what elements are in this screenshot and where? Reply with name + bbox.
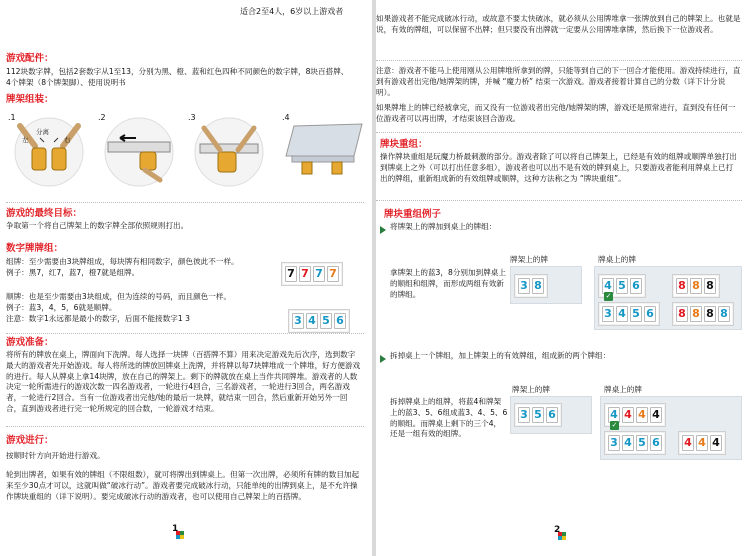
number-tile: 4 (306, 313, 318, 329)
components-text: 112块数字牌，包括2套数字从1至13，分别为黑、橙、蓝和红色四种不同颜色的数字牌，8块百搭牌、4个牌架（8个牌架脚）、使用说明书 (6, 67, 349, 87)
number-tile: 7 (299, 266, 311, 282)
group-example: 例子：黑7，红7，蓝7，橙7就是组牌。 (6, 268, 140, 277)
example-1-title: 将牌架上的牌加到桌上的牌组： (390, 222, 497, 231)
page-number: 1 (172, 524, 179, 534)
no-meld-text: 如果游戏者不能完成破冰行动，或故意不要太快破冰，就必须从公用牌堆拿一张牌放到自己的牌架上。也就是说，有效的牌组，可以保留不出牌；但只要没有出牌就一定要从公用牌堆拿牌，然后换下一位游戏者。 (376, 14, 741, 34)
number-tile: 4 (608, 407, 620, 423)
number-tile: 4 (602, 278, 614, 294)
number-tile: 8 (690, 278, 702, 294)
run-rule: 顺牌：也是至少需要由3块组成，但为连续的号码，而且颜色一样。 (6, 292, 232, 301)
number-tile: 4 (622, 407, 634, 423)
number-tile: 6 (546, 407, 558, 423)
left-page (0, 0, 372, 556)
number-tile: 4 (636, 407, 648, 423)
left-label: 左 (22, 136, 29, 144)
example-1-result-group (672, 302, 734, 326)
page-number: 2 (554, 525, 561, 535)
empty-pool-text: 如果牌堆上的牌已经被拿完，而又没有一位游戏者出完他/她牌架的牌，游戏还是照常进行，直到没有任何一位游戏者可以再出牌，才结束该回合游戏。 (376, 103, 736, 123)
number-tile: 6 (334, 313, 346, 329)
number-tile: 7 (285, 266, 297, 282)
right-page (376, 0, 750, 556)
run-note: 注意：数字1永远都是最小的数字，后面不能接数字1 3 (6, 314, 190, 323)
number-tile: 4 (650, 407, 662, 423)
play-text-2: 轮到出牌者，如果有效的牌组（不限组数），就可将牌出到牌桌上。但第一次出牌，必须所有牌的数目加起来至少30点才可以，这就叫做“破冰行动”。游戏者要完成破冰行动，只能单纯的出牌到桌上，是不允许操作牌块重组的（详下说明）。要完成破冰行动的游戏者，也可以使用自己牌架上的百搭牌。 (6, 470, 360, 501)
bullet-arrow-icon (380, 355, 386, 363)
example-2-text: 拆掉牌桌上的组牌，将蓝4和牌架上的蓝3、5、6组成蓝3、4、5、6的顺组。而牌桌上剩下的三个4，还是一组有效的组牌。 (390, 397, 508, 439)
play-text-1: 按顺时针方向开始进行游戏。 (6, 451, 105, 460)
example-2-title: 拆掉桌上一个牌组，加上牌架上的有效牌组，组成新的两个牌组： (390, 351, 611, 360)
assembly-heading: 牌架组装： (6, 94, 54, 105)
number-tile: 5 (636, 435, 648, 451)
number-tile: 7 (313, 266, 325, 282)
number-tile: 6 (644, 306, 656, 322)
number-tile: 8 (690, 306, 702, 322)
example-1-result-run (598, 302, 660, 326)
goal-heading: 游戏的最终目标： (6, 208, 83, 219)
number-tile: 5 (630, 306, 642, 322)
example-1-rack-label: 牌架上的牌 (510, 255, 548, 264)
number-tile: 6 (650, 435, 662, 451)
prep-heading: 游戏准备： (6, 337, 54, 348)
right-label: 右 (64, 136, 71, 144)
group-rule: 组牌：至少需要由3块牌组成，每块牌有相同数字，颜色彼此不一样。 (6, 257, 239, 266)
number-tile: 7 (327, 266, 339, 282)
number-tile: 8 (704, 278, 716, 294)
example-2-result-group (678, 431, 726, 455)
combos-heading: 数字牌牌组： (6, 243, 64, 254)
number-tile: 3 (292, 313, 304, 329)
check-icon: ✓ (605, 292, 612, 300)
number-tile: 8 (704, 306, 716, 322)
number-tile: 4 (710, 435, 722, 451)
example-1-rack-tiles (514, 274, 548, 298)
number-tile: 8 (718, 306, 730, 322)
group-example-tiles (281, 262, 343, 286)
run-example: 例子：蓝3，4，5，6就是顺牌。 (6, 303, 117, 312)
example-2-table-label: 牌桌上的牌 (604, 385, 642, 394)
example-1-text: 拿牌架上的蓝3，8分别加到牌桌上的顺组和组牌，而形成两组有效新的牌组。 (390, 268, 506, 299)
step-2-illustration (100, 116, 178, 188)
split-label: 分离 (36, 128, 49, 136)
step-4-illustration (284, 116, 364, 188)
number-tile: 3 (518, 407, 530, 423)
step-1-illustration (10, 116, 88, 188)
step-1-number: .1 (8, 113, 16, 122)
number-tile: 5 (616, 278, 628, 294)
components-heading: 游戏配件： (6, 53, 54, 64)
example-2-result-run (604, 431, 666, 455)
number-tile: 4 (682, 435, 694, 451)
step-3-number: .3 (188, 113, 196, 122)
number-tile: 4 (616, 306, 628, 322)
example-1-table-label: 牌桌上的牌 (598, 255, 636, 264)
player-count: 适合2至4人，6岁以上游戏者 (240, 7, 344, 16)
check-icon: ✓ (611, 421, 618, 429)
example-2-rack-label: 牌架上的牌 (512, 385, 550, 394)
example-2-rack-tiles (514, 403, 562, 427)
number-tile: 4 (622, 435, 634, 451)
step-2-number: .2 (98, 113, 106, 122)
step-4-number: .4 (282, 113, 290, 122)
play-heading: 游戏进行： (6, 435, 54, 446)
number-tile: 8 (676, 278, 688, 294)
prep-text: 将所有的牌放在桌上，牌面向下洗牌。每人选择一块牌（百搭牌不算）用来决定游戏先后次序，选到数字最大的游戏者先开始游戏。每人将所选的牌放回牌桌上洗牌，并将牌以每7块牌堆成一个牌堆，好方便游戏的进行。每人从牌桌上拿14块牌，放在自己的牌架上。剩下的牌就放在桌上当作共同牌堆。游戏者的人数决定一轮所需进行的游戏次数一四名游戏者，一轮进行4回合，三名游戏者，一轮进行3回合，两名游戏者，一轮进行2回合。当有一位游戏者出完他/她的最后一块牌，就结束一回合，然后重新开始另外一回合，直到游戏者进行完一轮所规定的回合数，一轮游戏才结束。 (6, 350, 361, 413)
number-tile: 3 (602, 306, 614, 322)
step-3-illustration (190, 116, 268, 188)
number-tile: 5 (320, 313, 332, 329)
regroup-heading: 牌块重组： (380, 139, 428, 150)
number-tile: 5 (532, 407, 544, 423)
examples-heading: 牌块重组例子 (384, 209, 442, 220)
bullet-arrow-icon (380, 226, 386, 234)
example-1-table-group (672, 274, 720, 298)
number-tile: 6 (630, 278, 642, 294)
number-tile: 8 (532, 278, 544, 294)
run-example-tiles (288, 309, 350, 333)
number-tile: 3 (518, 278, 530, 294)
number-tile: 3 (608, 435, 620, 451)
number-tile: 8 (676, 306, 688, 322)
number-tile: 4 (696, 435, 708, 451)
regroup-text: 操作牌块重组是玩魔力桥最刺激的部分。游戏者除了可以将自己牌架上，已经是有效的组牌或顺牌单独打出到牌桌上之外（可以打出任意多组），游戏者也可以出不是有效的牌到桌上，只要游戏者能利用牌桌上已打出的牌组，重新组成新的有效组牌或顺牌，这种方法称之为 “牌块重组”。 (380, 152, 737, 183)
note-text: 注意：游戏者不能马上使用刚从公用牌堆所拿到的牌，只能等到自己的下一回合才能使用。游戏持续进行，直到有游戏者出完他/她牌架的牌，并喊 “魔力桥” 结束一次游戏。游戏者接着计算自己的分数（详下计分说明）。 (376, 66, 741, 97)
goal-text: 争取第一个将自己牌架上的数字牌全部依照规则打出。 (6, 221, 189, 230)
